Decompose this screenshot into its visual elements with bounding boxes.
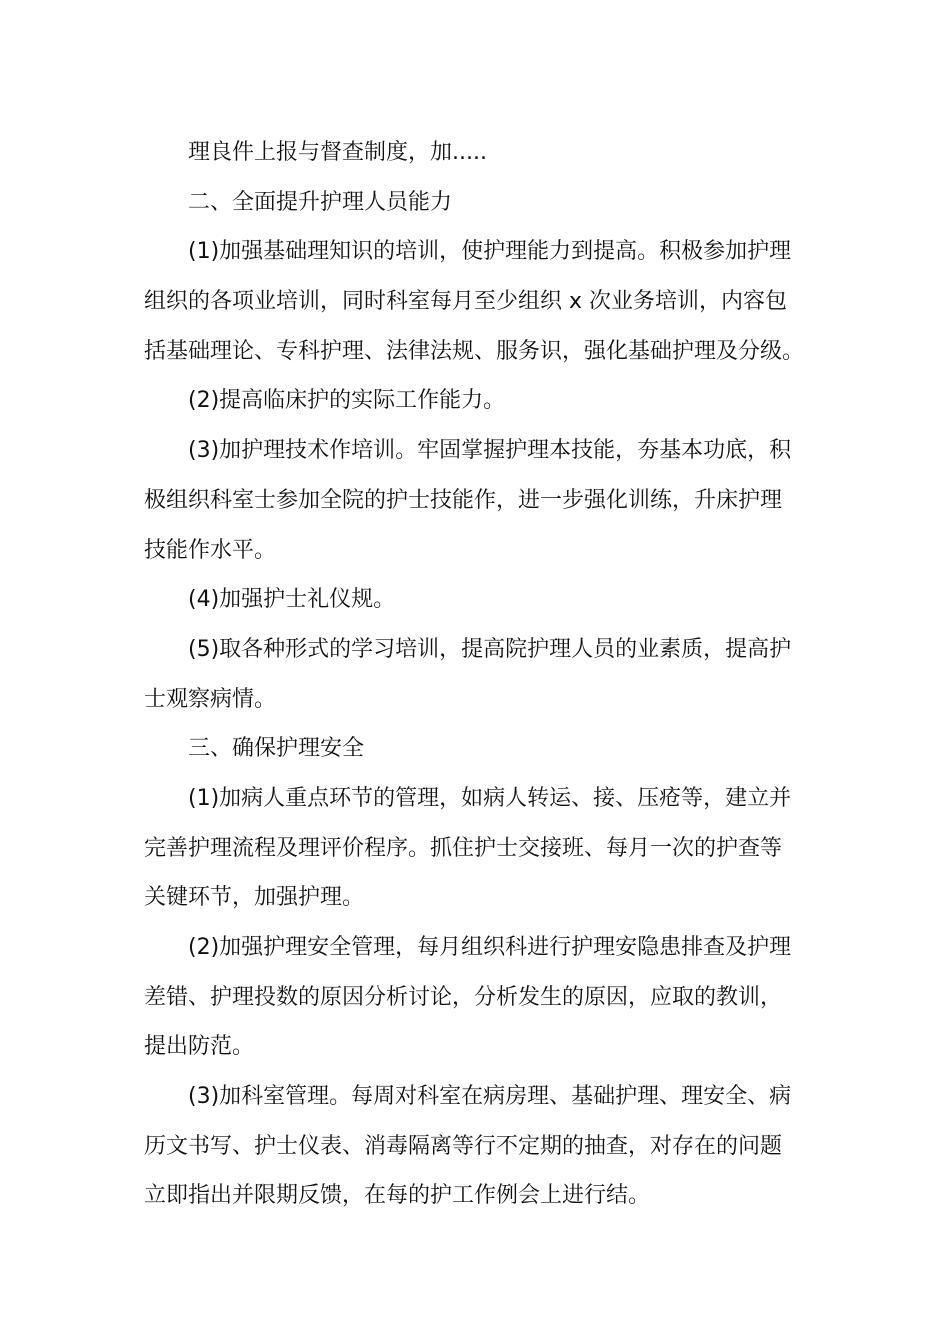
text-line: 组织的各项业培训，同时科室每月至少组织 x 次业务培训，内容包 [144,289,788,315]
text-line: 士观察病情。 [144,686,277,712]
text-line: 立即指出并限期反馈，在每的护工作例会上进行结。 [144,1183,651,1209]
text-line: (1)加病人重点环节的管理，如病人转运、接、压疮等，建立并 [188,785,792,811]
text-line: 历文书写、护士仪表、消毒隔离等行不定期的抽查，对存在的问题 [144,1133,783,1159]
text-line: (2)提高临床护的实际工作能力。 [188,388,506,414]
document-page [144,128,808,1221]
text-line: 括基础理论、专科护理、法律法规、服务识，强化基础护理及分级。 [144,338,805,364]
text-line: (4)加强护士礼仪规。 [188,587,396,613]
text-line: 理良件上报与督查制度，加..... [188,140,487,165]
text-line: (2)加强护理安全管理，每月组织科进行护理安隐患排查及护理 [188,935,792,960]
text-line: 差错、护理投数的原因分析讨论，分析发生的原因，应取的教训， [144,984,783,1010]
text-line: 极组织科室士参加全院的护士技能作，进一步强化训练，升床护理 [144,487,783,513]
text-line: (3)加护理技术作培训。牢固掌握护理本技能，夯基本功底，积 [188,438,792,464]
section-heading-3: 三、确保护理安全 [188,736,365,762]
text-line: 完善护理流程及理评价程序。抓住护士交接班、每月一次的护查等 [144,835,783,861]
text-line: (1)加强基础理知识的培训，使护理能力到提高。积极参加护理 [188,239,792,265]
text-line: (5)取各种形式的学习培训，提高院护理人员的业素质，提高护 [188,636,792,662]
text-line: (3)加科室管理。每周对科室在病房理、基础护理、理安全、病 [188,1084,792,1110]
section-heading-2: 二、全面提升护理人员能力 [188,189,453,215]
text-line: 提出防范。 [144,1034,255,1060]
text-line: 技能作水平。 [144,537,277,563]
text-line: 关键环节，加强护理。 [144,885,365,911]
